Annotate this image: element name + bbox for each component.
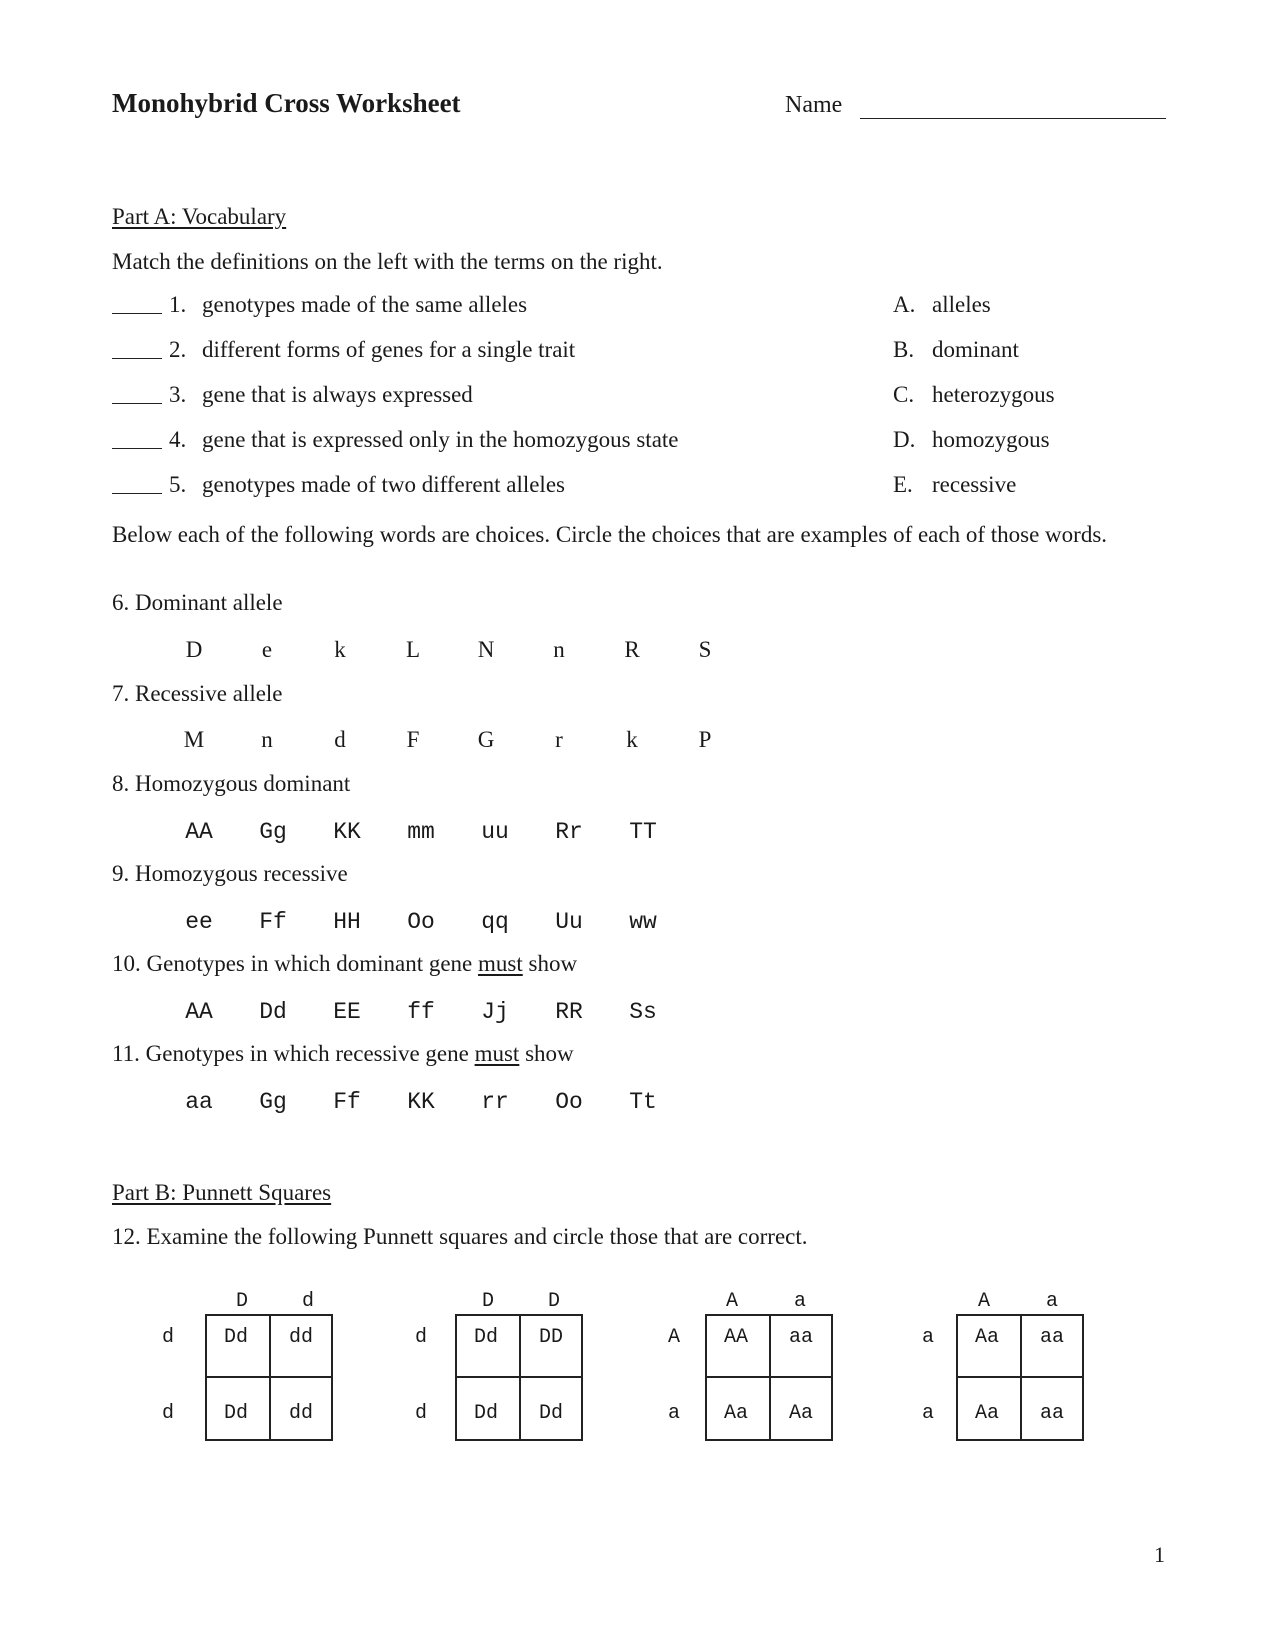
parent-allele-side: d (161, 1402, 174, 1425)
page-title: Monohybrid Cross Worksheet (112, 88, 461, 118)
parent-allele-top: D (235, 1290, 248, 1313)
choice-option[interactable]: N (477, 637, 495, 662)
punnett-cell: AA (723, 1326, 748, 1349)
grid-divider (207, 1376, 331, 1378)
parent-allele-side: a (921, 1402, 934, 1425)
choice-option[interactable]: r (555, 727, 563, 752)
question-label (112, 1041, 574, 1067)
term-text: heterozygous (932, 382, 1055, 407)
punnett-cell: Dd (223, 1402, 248, 1425)
choice-option[interactable]: RR (555, 999, 583, 1025)
question-label: 9. Homozygous recessive (112, 861, 348, 886)
definition-number: 4. (169, 427, 187, 452)
choice-option[interactable]: d (334, 727, 346, 752)
choice-option[interactable]: R (624, 637, 640, 662)
term-letter: D. (893, 427, 916, 452)
choice-option[interactable]: EE (333, 999, 361, 1025)
parent-allele-top: a (793, 1290, 806, 1313)
question-label-text: show (522, 951, 578, 976)
part-a-heading: Part A: Vocabulary (112, 204, 287, 229)
punnett-cell: Dd (223, 1326, 248, 1349)
parent-allele-top: D (481, 1290, 494, 1313)
answer-blank[interactable] (112, 493, 162, 494)
parent-allele-top: D (547, 1290, 560, 1313)
choice-option[interactable]: n (261, 727, 273, 752)
term-text: dominant (932, 337, 1019, 362)
parent-allele-top: a (1045, 1290, 1058, 1313)
choice-option[interactable]: TT (629, 819, 657, 845)
definition-text: genotypes made of the same alleles (202, 292, 528, 317)
choice-option[interactable]: ff (407, 999, 435, 1025)
choice-option[interactable]: n (553, 637, 565, 662)
punnett-cell: aa (1039, 1326, 1064, 1349)
choice-option[interactable]: mm (407, 819, 435, 845)
parent-allele-side: a (667, 1402, 680, 1425)
choice-option[interactable]: ww (629, 909, 657, 935)
term-letter: E. (893, 472, 913, 497)
choice-option[interactable]: rr (481, 1089, 509, 1115)
name-label: Name (785, 92, 843, 118)
definition-number: 2. (169, 337, 187, 362)
term-text: recessive (932, 472, 1017, 497)
punnett-instruction: 12. Examine the following Punnett squares and circle those that are correct. (112, 1224, 808, 1249)
choice-option[interactable]: G (477, 727, 495, 752)
definition-text: gene that is always expressed (202, 382, 473, 407)
choice-option[interactable]: Oo (407, 909, 435, 935)
grid-divider (457, 1376, 581, 1378)
term-letter: B. (893, 337, 915, 362)
definition-number: 5. (169, 472, 187, 497)
question-label-text: 11. Genotypes in which recessive gene (112, 1041, 475, 1066)
question-label: 6. Dominant allele (112, 590, 283, 615)
choice-option[interactable]: ee (185, 909, 213, 935)
question-label (112, 951, 577, 977)
matching-instruction: Match the definitions on the left with the terms on the right. (112, 249, 663, 274)
choice-option[interactable]: AA (185, 819, 213, 845)
question-label-text: 10. Genotypes in which dominant gene (112, 951, 479, 976)
punnett-cell: DD (538, 1326, 563, 1349)
term-letter: A. (893, 292, 916, 317)
parent-allele-side: d (414, 1326, 427, 1349)
question-label-emphasis: must (474, 1041, 520, 1066)
question-label-emphasis: must (478, 951, 523, 976)
parent-allele-side: d (414, 1402, 427, 1425)
definition-number: 3. (169, 382, 187, 407)
choice-option[interactable]: Gg (259, 1089, 287, 1115)
choice-option[interactable]: qq (481, 909, 509, 935)
choice-option[interactable]: F (406, 727, 420, 752)
term-text: alleles (932, 292, 991, 317)
choice-option[interactable]: KK (407, 1089, 435, 1115)
choice-option[interactable]: Tt (629, 1089, 657, 1115)
choice-option[interactable]: P (698, 727, 712, 752)
grid-divider (958, 1376, 1082, 1378)
parent-allele-side: A (667, 1326, 680, 1349)
answer-blank[interactable] (112, 448, 162, 449)
answer-blank[interactable] (112, 313, 162, 314)
term-letter: C. (893, 382, 915, 407)
choice-option[interactable]: Dd (259, 999, 287, 1025)
choice-option[interactable]: D (185, 637, 203, 662)
choice-option[interactable]: Ss (629, 999, 657, 1025)
punnett-cell: Aa (788, 1402, 813, 1425)
question-label: 7. Recessive allele (112, 681, 283, 706)
part-b-heading: Part B: Punnett Squares (112, 1180, 332, 1205)
parent-allele-top: A (977, 1290, 990, 1313)
choice-option[interactable]: Oo (555, 1089, 583, 1115)
punnett-cell: Dd (473, 1402, 498, 1425)
definition-text: genotypes made of two different alleles (202, 472, 565, 497)
punnett-cell: Aa (723, 1402, 748, 1425)
answer-blank[interactable] (112, 403, 162, 404)
choice-option[interactable]: uu (481, 819, 509, 845)
parent-allele-top: A (725, 1290, 738, 1313)
punnett-cell: aa (1039, 1402, 1064, 1425)
choice-option[interactable]: AA (185, 999, 213, 1025)
choice-option[interactable]: Ff (333, 1089, 361, 1115)
punnett-cell: Aa (974, 1326, 999, 1349)
parent-allele-side: a (921, 1326, 934, 1349)
definition-text: different forms of genes for a single trait (202, 337, 576, 362)
definition-text: gene that is expressed only in the homozygous state (202, 427, 679, 452)
choice-option[interactable]: Jj (481, 999, 509, 1025)
name-field-line[interactable] (860, 118, 1166, 119)
choice-option[interactable]: S (698, 637, 712, 662)
question-label: 8. Homozygous dominant (112, 771, 351, 796)
punnett-cell: Dd (538, 1402, 563, 1425)
punnett-cell: aa (788, 1326, 813, 1349)
choice-option[interactable]: KK (333, 819, 361, 845)
question-label-text: show (519, 1041, 574, 1066)
choice-option[interactable]: HH (333, 909, 361, 935)
grid-divider (707, 1376, 831, 1378)
choice-option[interactable]: aa (185, 1089, 213, 1115)
circle-instruction: Below each of the following words are choices. Circle the choices that are examples of each of those words. (112, 522, 1108, 547)
page-number: 1 (1154, 1542, 1165, 1567)
punnett-cell: Aa (974, 1402, 999, 1425)
choice-option[interactable]: Uu (555, 909, 583, 935)
choice-option[interactable]: k (626, 727, 638, 752)
answer-blank[interactable] (112, 358, 162, 359)
choice-option[interactable]: Gg (259, 819, 287, 845)
term-text: homozygous (932, 427, 1050, 452)
parent-allele-side: d (161, 1326, 174, 1349)
definition-number: 1. (169, 292, 187, 317)
punnett-cell: Dd (473, 1326, 498, 1349)
punnett-cell: dd (288, 1326, 313, 1349)
parent-allele-top: d (301, 1290, 314, 1313)
choice-option[interactable]: M (183, 727, 205, 752)
choice-option[interactable]: Rr (555, 819, 583, 845)
choice-option[interactable]: Ff (259, 909, 287, 935)
choice-option[interactable]: e (261, 637, 273, 662)
punnett-cell: dd (288, 1402, 313, 1425)
choice-option[interactable]: k (334, 637, 346, 662)
choice-option[interactable]: L (405, 637, 421, 662)
